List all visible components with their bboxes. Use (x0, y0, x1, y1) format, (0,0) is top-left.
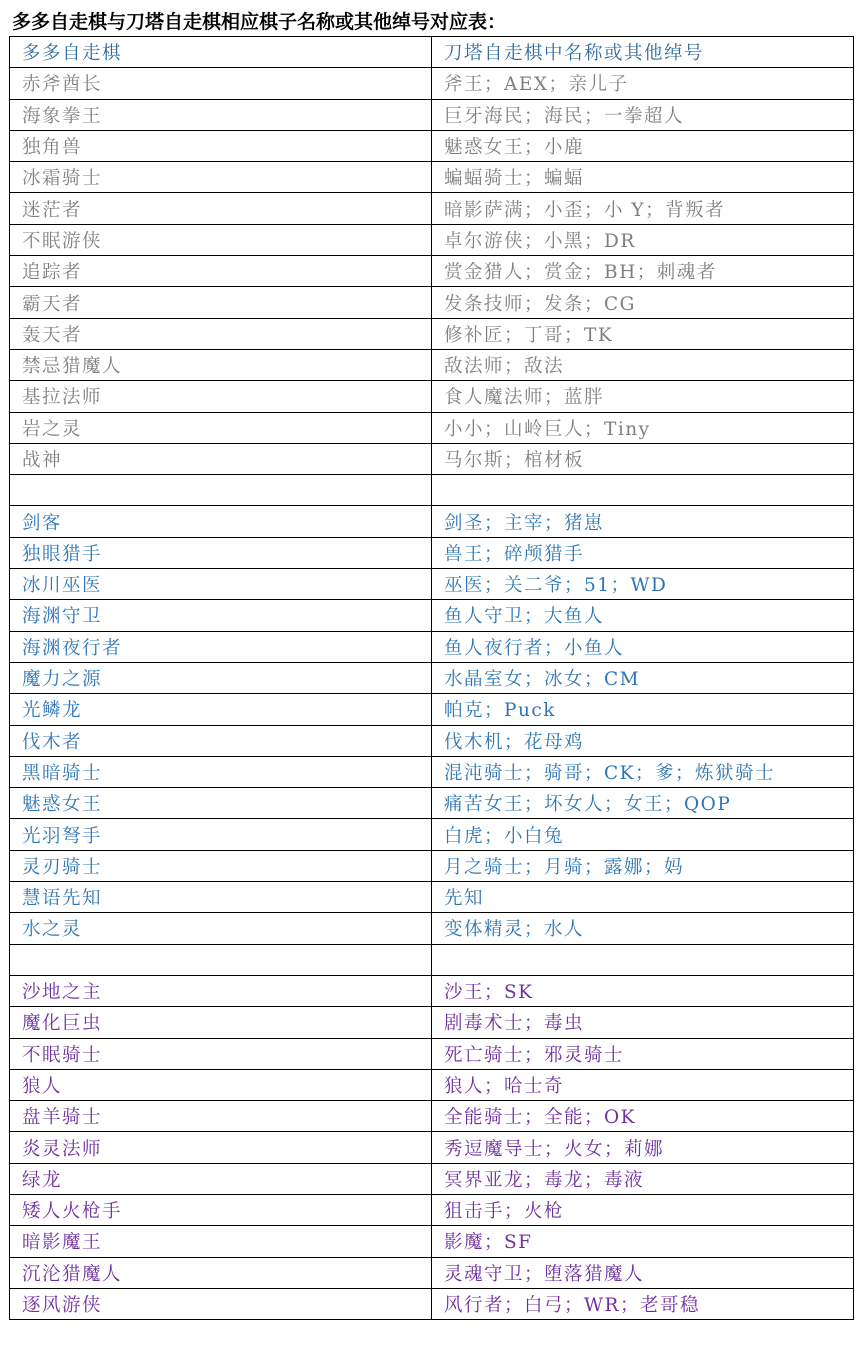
duoduo-name-cell: 沉沦猎魔人 (10, 1257, 432, 1288)
table-row (10, 788, 854, 819)
table-row (10, 1007, 854, 1038)
duoduo-name-cell: 矮人火枪手 (10, 1194, 432, 1225)
spacer-row (10, 475, 854, 506)
table-row (10, 318, 854, 349)
table-row (10, 975, 854, 1006)
dota-name-cell: 伐木机；花母鸡 (432, 725, 854, 756)
header-cell-dota: 刀塔自走棋中名称或其他绰号 (432, 37, 854, 68)
duoduo-name-cell: 灵刃骑士 (10, 850, 432, 881)
duoduo-name-cell: 魅惑女王 (10, 788, 432, 819)
duoduo-name-cell: 盘羊骑士 (10, 1101, 432, 1132)
table-row (10, 412, 854, 443)
duoduo-name-cell: 战神 (10, 443, 432, 474)
empty-cell (10, 944, 432, 975)
duoduo-name-cell: 海象拳王 (10, 99, 432, 130)
duoduo-name-cell: 独眼猎手 (10, 537, 432, 568)
dota-name-cell: 风行者；白弓；WR；老哥稳 (432, 1288, 854, 1319)
table-row (10, 819, 854, 850)
table-row (10, 631, 854, 662)
duoduo-name-cell: 赤斧酋长 (10, 68, 432, 99)
dota-name-cell: 狙击手；火枪 (432, 1194, 854, 1225)
table-row (10, 662, 854, 693)
empty-cell (432, 475, 854, 506)
duoduo-name-cell: 独角兽 (10, 130, 432, 161)
dota-name-cell: 敌法师；敌法 (432, 349, 854, 380)
duoduo-name-cell: 水之灵 (10, 913, 432, 944)
table-row (10, 913, 854, 944)
table-row (10, 381, 854, 412)
table-header-row (10, 37, 854, 68)
table-row (10, 162, 854, 193)
dota-name-cell: 兽王；碎颅猎手 (432, 537, 854, 568)
duoduo-name-cell: 光羽弩手 (10, 819, 432, 850)
table-row (10, 349, 854, 380)
table-row (10, 882, 854, 913)
dota-name-cell: 先知 (432, 882, 854, 913)
table-row (10, 1257, 854, 1288)
table-row (10, 130, 854, 161)
table-row (10, 600, 854, 631)
empty-cell (432, 944, 854, 975)
dota-name-cell: 帕克；Puck (432, 694, 854, 725)
dota-name-cell: 马尔斯；棺材板 (432, 443, 854, 474)
duoduo-name-cell: 黑暗骑士 (10, 756, 432, 787)
duoduo-name-cell: 光鳞龙 (10, 694, 432, 725)
dota-name-cell: 秀逗魔导士；火女；莉娜 (432, 1132, 854, 1163)
table-row (10, 1038, 854, 1069)
dota-name-cell: 小小；山岭巨人；Tiny (432, 412, 854, 443)
table-row (10, 443, 854, 474)
table-row (10, 537, 854, 568)
document-title: 多多自走棋与刀塔自走棋相应棋子名称或其他绰号对应表： (12, 11, 507, 33)
header-cell-duoduo: 多多自走棋 (10, 37, 432, 68)
duoduo-name-cell: 轰天者 (10, 318, 432, 349)
dota-name-cell: 灵魂守卫；堕落猎魔人 (432, 1257, 854, 1288)
table-row (10, 1226, 854, 1257)
dota-name-cell: 食人魔法师；蓝胖 (432, 381, 854, 412)
duoduo-name-cell: 魔化巨虫 (10, 1007, 432, 1038)
spacer-row (10, 944, 854, 975)
table-row (10, 68, 854, 99)
table-row (10, 256, 854, 287)
duoduo-name-cell: 魔力之源 (10, 662, 432, 693)
table-row (10, 1194, 854, 1225)
duoduo-name-cell: 冰川巫医 (10, 569, 432, 600)
duoduo-name-cell: 剑客 (10, 506, 432, 537)
duoduo-name-cell: 伐木者 (10, 725, 432, 756)
duoduo-name-cell: 迷茫者 (10, 193, 432, 224)
duoduo-name-cell: 绿龙 (10, 1163, 432, 1194)
duoduo-name-cell: 慧语先知 (10, 882, 432, 913)
table-row (10, 756, 854, 787)
table-row (10, 1069, 854, 1100)
duoduo-name-cell: 追踪者 (10, 256, 432, 287)
dota-name-cell: 巨牙海民；海民；一拳超人 (432, 99, 854, 130)
table-row (10, 506, 854, 537)
dota-name-cell: 狼人；哈士奇 (432, 1069, 854, 1100)
table-row (10, 287, 854, 318)
dota-name-cell: 修补匠；丁哥；TK (432, 318, 854, 349)
dota-name-cell: 痛苦女王；坏女人；女王；QOP (432, 788, 854, 819)
duoduo-name-cell: 霸天者 (10, 287, 432, 318)
name-mapping-table (9, 36, 854, 1320)
dota-name-cell: 水晶室女；冰女；CM (432, 662, 854, 693)
dota-name-cell: 白虎；小白兔 (432, 819, 854, 850)
duoduo-name-cell: 冰霜骑士 (10, 162, 432, 193)
dota-name-cell: 死亡骑士；邪灵骑士 (432, 1038, 854, 1069)
dota-name-cell: 剧毒术士；毒虫 (432, 1007, 854, 1038)
table-row (10, 1288, 854, 1319)
duoduo-name-cell: 岩之灵 (10, 412, 432, 443)
dota-name-cell: 斧王；AEX；亲儿子 (432, 68, 854, 99)
dota-name-cell: 蝙蝠骑士；蝙蝠 (432, 162, 854, 193)
dota-name-cell: 暗影萨满；小歪；小 Y；背叛者 (432, 193, 854, 224)
table-row (10, 193, 854, 224)
duoduo-name-cell: 海渊守卫 (10, 600, 432, 631)
dota-name-cell: 鱼人守卫；大鱼人 (432, 600, 854, 631)
dota-name-cell: 卓尔游侠；小黑；DR (432, 224, 854, 255)
duoduo-name-cell: 逐风游侠 (10, 1288, 432, 1319)
table-row (10, 569, 854, 600)
dota-name-cell: 变体精灵；水人 (432, 913, 854, 944)
table-row (10, 99, 854, 130)
dota-name-cell: 沙王；SK (432, 975, 854, 1006)
table-row (10, 850, 854, 881)
dota-name-cell: 影魔；SF (432, 1226, 854, 1257)
duoduo-name-cell: 沙地之主 (10, 975, 432, 1006)
duoduo-name-cell: 炎灵法师 (10, 1132, 432, 1163)
dota-name-cell: 发条技师；发条；CG (432, 287, 854, 318)
dota-name-cell: 冥界亚龙；毒龙；毒液 (432, 1163, 854, 1194)
duoduo-name-cell: 不眠游侠 (10, 224, 432, 255)
table-row (10, 224, 854, 255)
table-row (10, 1132, 854, 1163)
table-row (10, 725, 854, 756)
dota-name-cell: 全能骑士；全能；OK (432, 1101, 854, 1132)
duoduo-name-cell: 基拉法师 (10, 381, 432, 412)
table-row (10, 694, 854, 725)
duoduo-name-cell: 不眠骑士 (10, 1038, 432, 1069)
dota-name-cell: 月之骑士；月骑；露娜；妈 (432, 850, 854, 881)
table-row (10, 1101, 854, 1132)
duoduo-name-cell: 禁忌猎魔人 (10, 349, 432, 380)
table-row (10, 1163, 854, 1194)
duoduo-name-cell: 海渊夜行者 (10, 631, 432, 662)
dota-name-cell: 混沌骑士；骑哥；CK；爹；炼狱骑士 (432, 756, 854, 787)
dota-name-cell: 赏金猎人；赏金；BH；刺魂者 (432, 256, 854, 287)
dota-name-cell: 巫医；关二爷；51；WD (432, 569, 854, 600)
empty-cell (10, 475, 432, 506)
dota-name-cell: 魅惑女王；小鹿 (432, 130, 854, 161)
dota-name-cell: 鱼人夜行者；小鱼人 (432, 631, 854, 662)
duoduo-name-cell: 暗影魔王 (10, 1226, 432, 1257)
duoduo-name-cell: 狼人 (10, 1069, 432, 1100)
table-body (10, 37, 854, 1320)
dota-name-cell: 剑圣；主宰；猪崽 (432, 506, 854, 537)
